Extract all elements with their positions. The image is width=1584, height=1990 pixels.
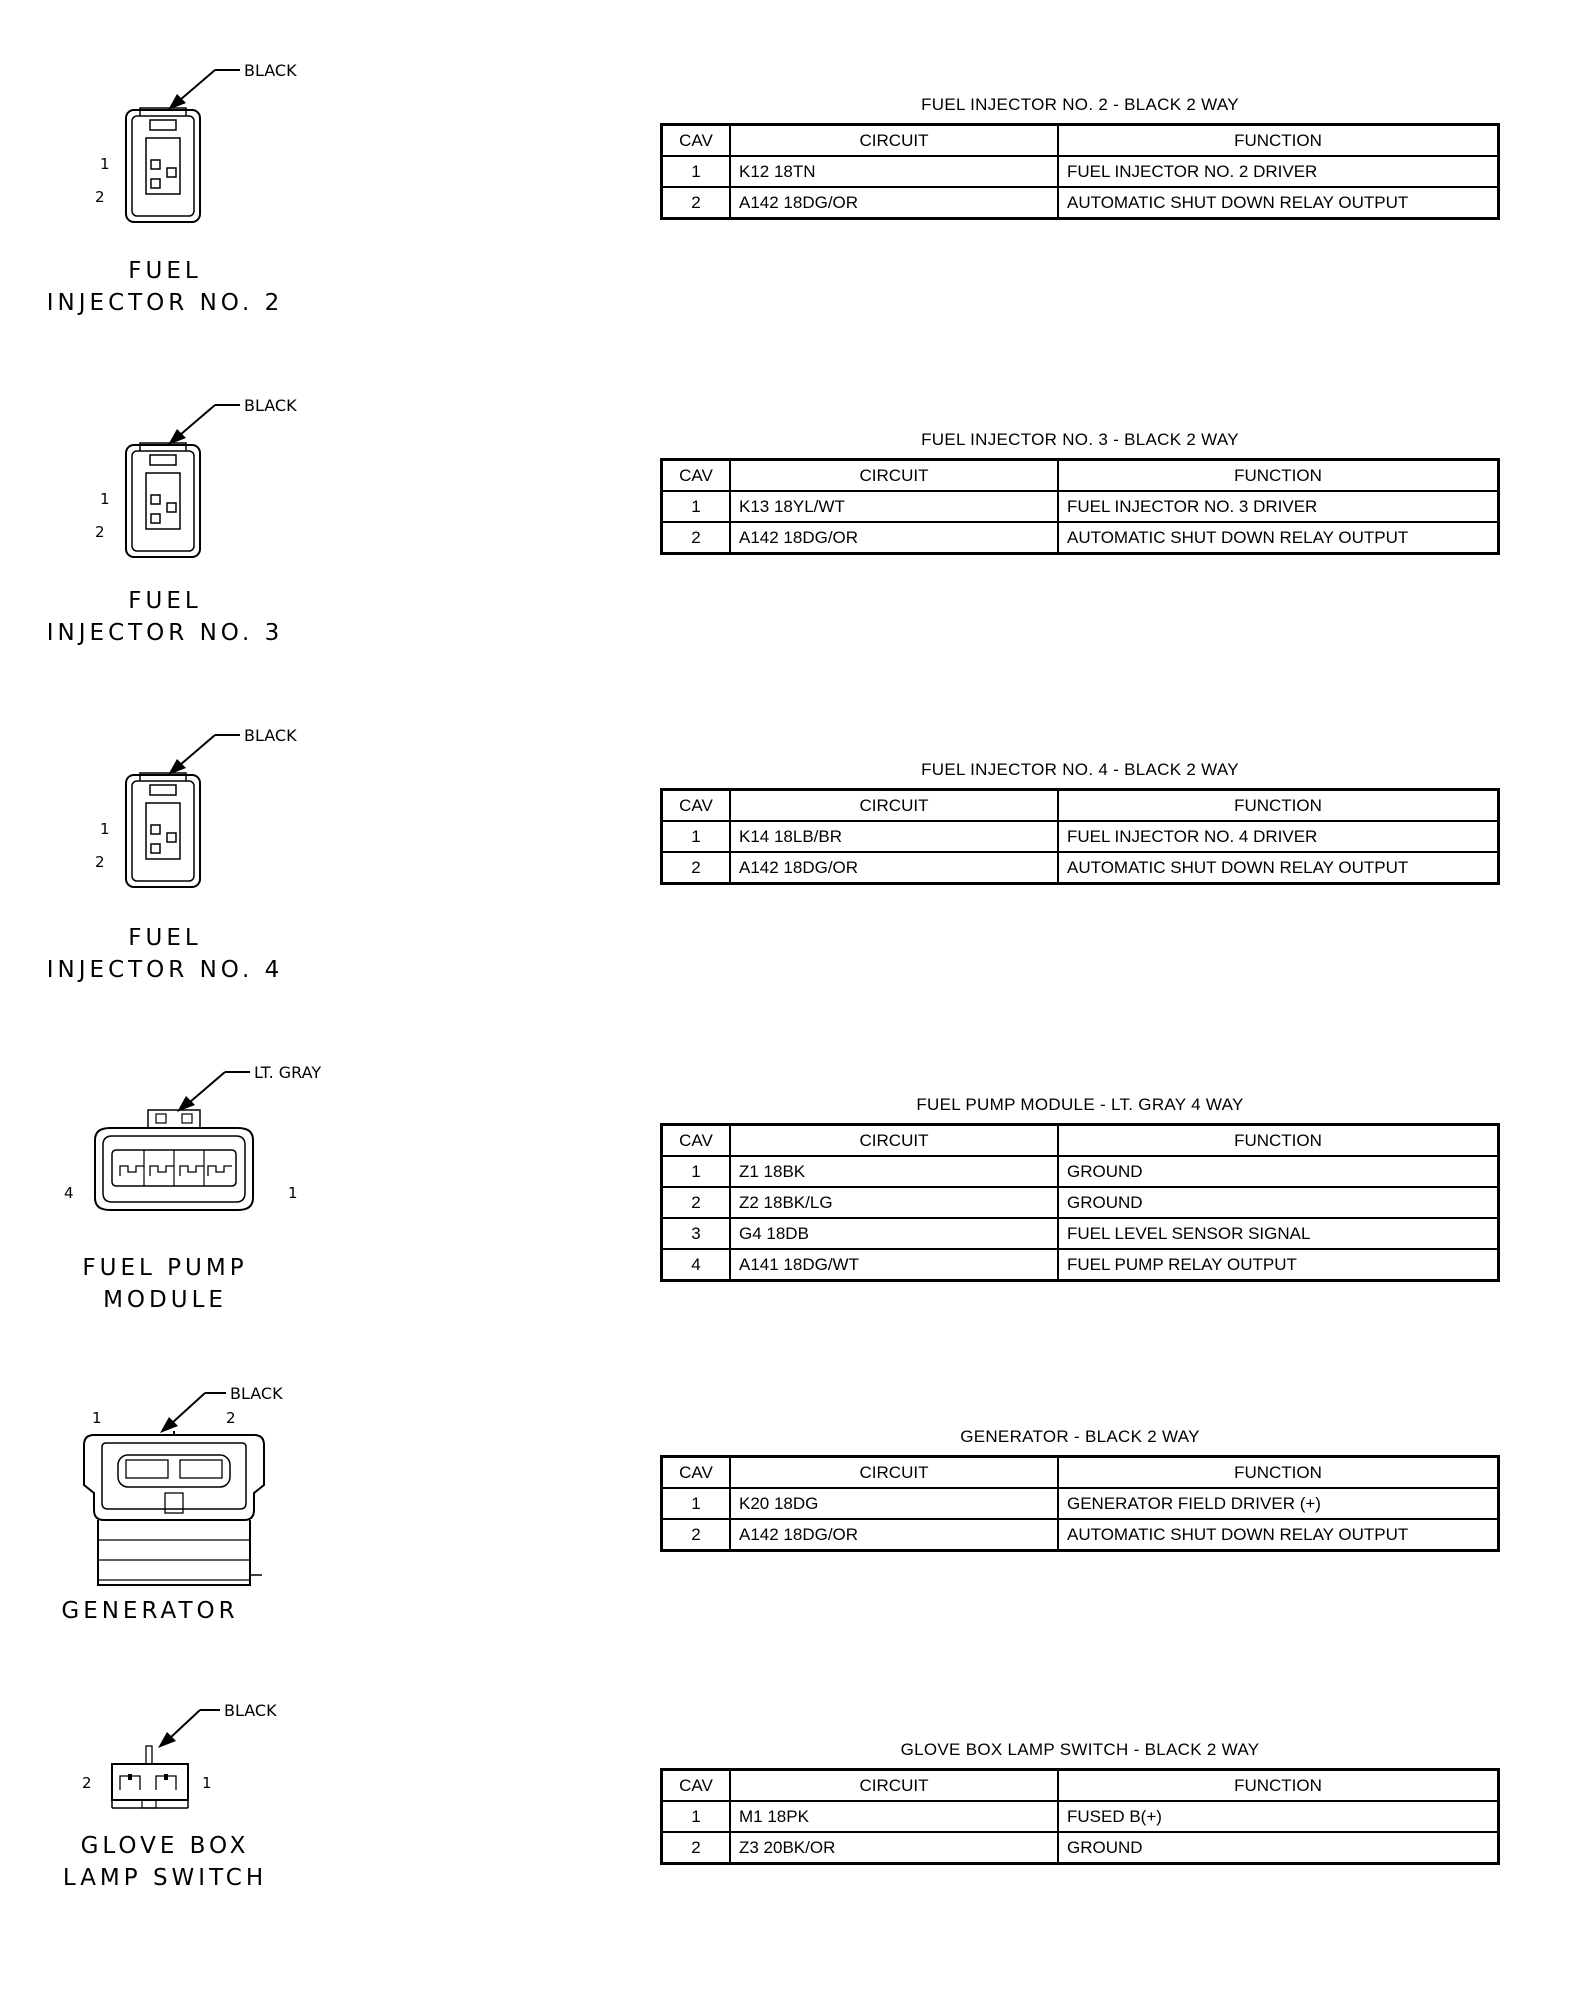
function-cell: FUEL INJECTOR NO. 2 DRIVER	[1058, 156, 1499, 187]
table-row	[662, 1249, 1499, 1281]
cav-cell: 1	[662, 156, 731, 187]
cav-cell: 1	[662, 821, 731, 852]
function-cell: AUTOMATIC SHUT DOWN RELAY OUTPUT	[1058, 522, 1499, 554]
circuit-header: CIRCUIT	[730, 125, 1058, 157]
connector-name-line-2: INJECTOR NO. 4	[46, 957, 284, 983]
circuit-cell: Z3 20BK/OR	[730, 1832, 1058, 1864]
color-callout: LT. GRAY	[254, 1063, 322, 1082]
cav-cell: 1	[662, 491, 731, 522]
function-cell: GROUND	[1058, 1832, 1499, 1864]
connector-name-line-2: MODULE	[103, 1287, 227, 1313]
table-header-row	[662, 790, 1499, 822]
table-title: FUEL PUMP MODULE - LT. GRAY 4 WAY	[916, 1095, 1244, 1114]
pin-label-1: 1	[100, 820, 110, 838]
circuit-cell: K13 18YL/WT	[730, 491, 1058, 522]
generator-connector-drawing	[40, 1375, 340, 1675]
function-cell: FUEL INJECTOR NO. 3 DRIVER	[1058, 491, 1499, 522]
color-callout: BLACK	[244, 61, 297, 80]
function-cell: FUSED B(+)	[1058, 1801, 1499, 1832]
cav-cell: 2	[662, 187, 731, 219]
pinout-table	[660, 1123, 1500, 1282]
pinout-table	[660, 1768, 1500, 1865]
pin-label-2: 2	[95, 523, 105, 541]
table-title: FUEL INJECTOR NO. 4 - BLACK 2 WAY	[921, 760, 1239, 779]
pin-label-1: 1	[288, 1184, 298, 1202]
circuit-cell: K20 18DG	[730, 1488, 1058, 1519]
connector-name	[25, 1595, 275, 1627]
function-header: FUNCTION	[1058, 1125, 1499, 1157]
circuit-header: CIRCUIT	[730, 1770, 1058, 1802]
table-header-row	[662, 460, 1499, 492]
pinout-table	[660, 1455, 1500, 1552]
table-row	[662, 852, 1499, 884]
pin-label-2: 2	[95, 188, 105, 206]
table-row	[662, 1218, 1499, 1249]
circuit-cell: A142 18DG/OR	[730, 187, 1058, 219]
connector-name-line-1: FUEL	[128, 925, 202, 951]
cav-header: CAV	[662, 460, 731, 492]
connector-name	[40, 1830, 290, 1894]
circuit-header: CIRCUIT	[730, 460, 1058, 492]
table-row	[662, 156, 1499, 187]
cav-cell: 1	[662, 1801, 731, 1832]
cav-header: CAV	[662, 1770, 731, 1802]
table-title: GLOVE BOX LAMP SWITCH - BLACK 2 WAY	[900, 1740, 1260, 1759]
circuit-cell: A142 18DG/OR	[730, 1519, 1058, 1551]
circuit-cell: K14 18LB/BR	[730, 821, 1058, 852]
cav-cell: 4	[662, 1249, 731, 1281]
function-cell: AUTOMATIC SHUT DOWN RELAY OUTPUT	[1058, 187, 1499, 219]
function-header: FUNCTION	[1058, 460, 1499, 492]
circuit-header: CIRCUIT	[730, 1457, 1058, 1489]
cav-cell: 1	[662, 1156, 731, 1187]
pinout-table	[660, 458, 1500, 555]
table-row	[662, 187, 1499, 219]
function-header: FUNCTION	[1058, 125, 1499, 157]
table-title: GENERATOR - BLACK 2 WAY	[960, 1427, 1200, 1446]
connector-name-line-2: INJECTOR NO. 3	[46, 620, 284, 646]
pin-label-1: 1	[92, 1409, 102, 1427]
function-cell: FUEL PUMP RELAY OUTPUT	[1058, 1249, 1499, 1281]
table-row	[662, 1156, 1499, 1187]
color-callout: BLACK	[230, 1384, 283, 1403]
circuit-cell: A142 18DG/OR	[730, 852, 1058, 884]
cav-header: CAV	[662, 1457, 731, 1489]
pin-label-2: 2	[95, 853, 105, 871]
cav-cell: 1	[662, 1488, 731, 1519]
circuit-cell: Z1 18BK	[730, 1156, 1058, 1187]
connector-name-line-1: GENERATOR	[61, 1598, 239, 1624]
connector-diagram	[40, 1375, 340, 1675]
table-row	[662, 821, 1499, 852]
circuit-cell: A141 18DG/WT	[730, 1249, 1058, 1281]
connector-name-line-2: LAMP SWITCH	[62, 1865, 268, 1891]
table-title: FUEL INJECTOR NO. 3 - BLACK 2 WAY	[921, 430, 1239, 449]
connector-name-line-2: INJECTOR NO. 2	[46, 290, 284, 316]
table-row	[662, 1187, 1499, 1218]
pin-label-1: 1	[100, 155, 110, 173]
table-row	[662, 1832, 1499, 1864]
table-row	[662, 1488, 1499, 1519]
color-callout: BLACK	[244, 726, 297, 745]
cav-cell: 2	[662, 1187, 731, 1218]
pinout-table	[660, 788, 1500, 885]
pinout-table	[660, 123, 1500, 220]
function-cell: AUTOMATIC SHUT DOWN RELAY OUTPUT	[1058, 1519, 1499, 1551]
connector-name-line-1: GLOVE BOX	[80, 1833, 250, 1859]
circuit-header: CIRCUIT	[730, 1125, 1058, 1157]
connector-name	[40, 922, 290, 986]
function-cell: GROUND	[1058, 1156, 1499, 1187]
circuit-cell: K12 18TN	[730, 156, 1058, 187]
circuit-header: CIRCUIT	[730, 790, 1058, 822]
color-callout: BLACK	[244, 396, 297, 415]
table-title: FUEL INJECTOR NO. 2 - BLACK 2 WAY	[921, 95, 1239, 114]
connector-name-line-1: FUEL	[128, 258, 202, 284]
table-header-row	[662, 1770, 1499, 1802]
connector-name-line-1: FUEL PUMP	[82, 1255, 248, 1281]
pin-label-4: 4	[64, 1184, 74, 1202]
cav-cell: 2	[662, 522, 731, 554]
color-callout: BLACK	[224, 1701, 277, 1720]
circuit-cell: A142 18DG/OR	[730, 522, 1058, 554]
connector-name-line-1: FUEL	[128, 588, 202, 614]
connector-name	[40, 255, 290, 319]
pin-label-2: 2	[226, 1409, 236, 1427]
cav-header: CAV	[662, 790, 731, 822]
cav-cell: 3	[662, 1218, 731, 1249]
cav-cell: 2	[662, 1832, 731, 1864]
function-cell: FUEL LEVEL SENSOR SIGNAL	[1058, 1218, 1499, 1249]
table-row	[662, 1519, 1499, 1551]
circuit-cell: M1 18PK	[730, 1801, 1058, 1832]
table-row	[662, 1801, 1499, 1832]
function-header: FUNCTION	[1058, 790, 1499, 822]
circuit-cell: G4 18DB	[730, 1218, 1058, 1249]
table-row	[662, 522, 1499, 554]
table-row	[662, 491, 1499, 522]
pin-label-2: 2	[82, 1774, 92, 1792]
table-header-row	[662, 1457, 1499, 1489]
function-header: FUNCTION	[1058, 1770, 1499, 1802]
table-header-row	[662, 125, 1499, 157]
function-cell: FUEL INJECTOR NO. 4 DRIVER	[1058, 821, 1499, 852]
function-cell: GROUND	[1058, 1187, 1499, 1218]
pin-label-1: 1	[202, 1774, 212, 1792]
function-cell: GENERATOR FIELD DRIVER (+)	[1058, 1488, 1499, 1519]
circuit-cell: Z2 18BK/LG	[730, 1187, 1058, 1218]
pin-label-1: 1	[100, 490, 110, 508]
cav-header: CAV	[662, 1125, 731, 1157]
cav-cell: 2	[662, 1519, 731, 1551]
connector-name	[40, 1252, 290, 1316]
table-header-row	[662, 1125, 1499, 1157]
function-header: FUNCTION	[1058, 1457, 1499, 1489]
function-cell: AUTOMATIC SHUT DOWN RELAY OUTPUT	[1058, 852, 1499, 884]
connector-name	[40, 585, 290, 649]
cav-cell: 2	[662, 852, 731, 884]
cav-header: CAV	[662, 125, 731, 157]
